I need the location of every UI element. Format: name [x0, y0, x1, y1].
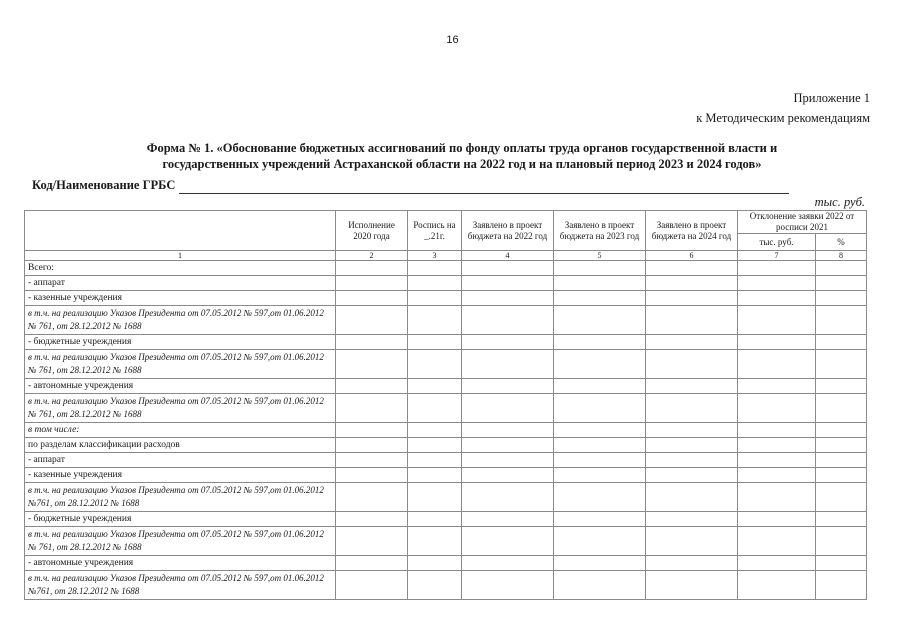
value-cell[interactable] [646, 350, 738, 379]
row-label: в т.ч. на реализацию Указов Президента от 07.05.2012 № 597,от 01.06.2012 № 761, от 28.12.2012 № 1688 [25, 394, 336, 423]
value-cell[interactable] [816, 291, 867, 306]
value-cell[interactable] [462, 483, 554, 512]
header-claim-2023: Заявлено в проект бюджета на 2023 год [554, 211, 646, 251]
grbs-field [32, 178, 789, 194]
value-cell[interactable] [816, 379, 867, 394]
form-title [52, 140, 872, 172]
value-cell[interactable] [462, 423, 554, 438]
value-cell[interactable] [462, 453, 554, 468]
value-cell[interactable] [408, 483, 462, 512]
table-row [25, 394, 867, 423]
column-number: 7 [738, 251, 816, 261]
value-cell[interactable] [336, 276, 408, 291]
value-cell[interactable] [408, 306, 462, 335]
value-cell[interactable] [738, 291, 816, 306]
value-cell[interactable] [646, 276, 738, 291]
value-cell[interactable] [738, 527, 816, 556]
value-cell[interactable] [554, 556, 646, 571]
header-name-column [25, 211, 336, 251]
table-row [25, 571, 867, 600]
value-cell[interactable] [462, 394, 554, 423]
value-cell[interactable] [738, 438, 816, 453]
value-cell[interactable] [336, 468, 408, 483]
table-row [25, 556, 867, 571]
value-cell[interactable] [336, 350, 408, 379]
table-body [25, 261, 867, 600]
value-cell[interactable] [738, 261, 816, 276]
value-cell[interactable] [554, 261, 646, 276]
column-number: 1 [25, 251, 336, 261]
row-label: - аппарат [25, 276, 336, 291]
value-cell[interactable] [554, 468, 646, 483]
value-cell[interactable] [646, 483, 738, 512]
table-row [25, 335, 867, 350]
value-cell[interactable] [336, 423, 408, 438]
row-label: в том числе: [25, 423, 336, 438]
value-cell[interactable] [462, 291, 554, 306]
table-row [25, 423, 867, 438]
header-schedule: Роспись на _.21г. [408, 211, 462, 251]
form-title-line-2: государственных учреждений Астраханской области на 2022 год и на плановый период 2023 и 2024 годов» [162, 157, 762, 171]
column-number: 3 [408, 251, 462, 261]
value-cell[interactable] [646, 468, 738, 483]
value-cell[interactable] [816, 423, 867, 438]
column-number: 2 [336, 251, 408, 261]
value-cell[interactable] [408, 379, 462, 394]
value-cell[interactable] [336, 335, 408, 350]
value-cell[interactable] [462, 261, 554, 276]
table-row [25, 350, 867, 379]
table-row [25, 483, 867, 512]
value-cell[interactable] [738, 483, 816, 512]
row-label: в т.ч. на реализацию Указов Президента от 07.05.2012 № 597,от 01.06.2012 № 761, от 28.12.2012 № 1688 [25, 527, 336, 556]
row-label: - автономные учреждения [25, 379, 336, 394]
row-label: - аппарат [25, 453, 336, 468]
form-title-line-1: Форма № 1. «Обоснование бюджетных ассигнований по фонду оплаты труда органов государственной власти и [146, 141, 778, 155]
value-cell[interactable] [336, 291, 408, 306]
table-row [25, 276, 867, 291]
header-deviation-rub: тыс. руб. [738, 234, 816, 251]
value-cell[interactable] [738, 423, 816, 438]
value-cell[interactable] [462, 468, 554, 483]
value-cell[interactable] [408, 453, 462, 468]
column-number: 6 [646, 251, 738, 261]
row-label: - бюджетные учреждения [25, 512, 336, 527]
value-cell[interactable] [554, 350, 646, 379]
value-cell[interactable] [816, 306, 867, 335]
value-cell[interactable] [336, 556, 408, 571]
value-cell[interactable] [336, 306, 408, 335]
value-cell[interactable] [738, 335, 816, 350]
value-cell[interactable] [554, 571, 646, 600]
value-cell[interactable] [336, 394, 408, 423]
value-cell[interactable] [554, 438, 646, 453]
value-cell[interactable] [816, 394, 867, 423]
value-cell[interactable] [816, 350, 867, 379]
column-number-row [25, 251, 867, 261]
value-cell[interactable] [554, 453, 646, 468]
value-cell[interactable] [408, 527, 462, 556]
row-label: - казенные учреждения [25, 291, 336, 306]
value-cell[interactable] [462, 571, 554, 600]
value-cell[interactable] [738, 276, 816, 291]
value-cell[interactable] [646, 556, 738, 571]
value-cell[interactable] [462, 276, 554, 291]
row-label: - бюджетные учреждения [25, 335, 336, 350]
value-cell[interactable] [646, 291, 738, 306]
table-row [25, 527, 867, 556]
header-deviation-pct: % [816, 234, 867, 251]
column-number: 5 [554, 251, 646, 261]
value-cell[interactable] [462, 335, 554, 350]
value-cell[interactable] [816, 261, 867, 276]
value-cell[interactable] [554, 379, 646, 394]
table-row [25, 306, 867, 335]
table-row [25, 438, 867, 453]
value-cell[interactable] [738, 512, 816, 527]
page-number: 16 [446, 34, 459, 46]
row-label: по разделам классификации расходов [25, 438, 336, 453]
value-cell[interactable] [408, 394, 462, 423]
value-cell[interactable] [738, 453, 816, 468]
value-cell[interactable] [646, 527, 738, 556]
value-cell[interactable] [408, 276, 462, 291]
value-cell[interactable] [738, 556, 816, 571]
value-cell[interactable] [738, 468, 816, 483]
value-cell[interactable] [816, 335, 867, 350]
value-cell[interactable] [816, 527, 867, 556]
value-cell[interactable] [554, 276, 646, 291]
value-cell[interactable] [554, 394, 646, 423]
value-cell[interactable] [816, 483, 867, 512]
value-cell[interactable] [408, 438, 462, 453]
row-label: - автономные учреждения [25, 556, 336, 571]
value-cell[interactable] [646, 571, 738, 600]
value-cell[interactable] [462, 512, 554, 527]
value-cell[interactable] [646, 453, 738, 468]
value-cell[interactable] [462, 527, 554, 556]
value-cell[interactable] [646, 335, 738, 350]
value-cell[interactable] [462, 350, 554, 379]
value-cell[interactable] [554, 335, 646, 350]
value-cell[interactable] [462, 306, 554, 335]
value-cell[interactable] [336, 483, 408, 512]
value-cell[interactable] [336, 438, 408, 453]
value-cell[interactable] [408, 512, 462, 527]
header-execution-2020: Исполнение 2020 года [336, 211, 408, 251]
header-claim-2022: Заявлено в проект бюджета на 2022 год [462, 211, 554, 251]
value-cell[interactable] [554, 423, 646, 438]
budget-table [24, 210, 867, 600]
value-cell[interactable] [336, 571, 408, 600]
value-cell[interactable] [816, 468, 867, 483]
table-row [25, 291, 867, 306]
value-cell[interactable] [554, 306, 646, 335]
value-cell[interactable] [554, 527, 646, 556]
column-number: 8 [816, 251, 867, 261]
value-cell[interactable] [408, 335, 462, 350]
value-cell[interactable] [336, 379, 408, 394]
value-cell[interactable] [336, 512, 408, 527]
value-cell[interactable] [816, 453, 867, 468]
value-cell[interactable] [816, 438, 867, 453]
appendix-line-2: к Методическим рекомендациям [696, 111, 870, 125]
value-cell[interactable] [816, 512, 867, 527]
header-deviation: Отклонение заявки 2022 от росписи 2021 [738, 211, 867, 234]
appendix-line-1: Приложение 1 [793, 91, 870, 105]
value-cell[interactable] [554, 512, 646, 527]
column-number: 4 [462, 251, 554, 261]
row-label: - казенные учреждения [25, 468, 336, 483]
value-cell[interactable] [738, 571, 816, 600]
unit-label: тыс. руб. [814, 195, 865, 209]
value-cell[interactable] [462, 438, 554, 453]
value-cell[interactable] [646, 261, 738, 276]
table-row [25, 512, 867, 527]
value-cell[interactable] [408, 571, 462, 600]
value-cell[interactable] [408, 261, 462, 276]
value-cell[interactable] [646, 438, 738, 453]
value-cell[interactable] [408, 556, 462, 571]
table-row [25, 379, 867, 394]
appendix-note [696, 88, 870, 128]
value-cell[interactable] [554, 291, 646, 306]
row-label: в т.ч. на реализацию Указов Президента от 07.05.2012 № 597,от 01.06.2012 № 761, от 28.12.2012 № 1688 [25, 306, 336, 335]
value-cell[interactable] [554, 483, 646, 512]
value-cell[interactable] [816, 571, 867, 600]
header-claim-2024: Заявлено в проект бюджета на 2024 год [646, 211, 738, 251]
value-cell[interactable] [738, 379, 816, 394]
value-cell[interactable] [646, 512, 738, 527]
value-cell[interactable] [646, 394, 738, 423]
row-label: Всего: [25, 261, 336, 276]
table-row [25, 468, 867, 483]
value-cell[interactable] [408, 350, 462, 379]
value-cell[interactable] [408, 291, 462, 306]
value-cell[interactable] [408, 423, 462, 438]
value-cell[interactable] [646, 306, 738, 335]
value-cell[interactable] [816, 276, 867, 291]
table-header [25, 211, 867, 261]
row-label: в т.ч. на реализацию Указов Президента от 07.05.2012 № 597,от 01.06.2012 №761, от 28.12.2012 № 1688 [25, 483, 336, 512]
grbs-label: Код/Наименование ГРБС [32, 178, 176, 192]
value-cell[interactable] [336, 261, 408, 276]
row-label: в т.ч. на реализацию Указов Президента от 07.05.2012 № 597,от 01.06.2012 № 761, от 28.12.2012 № 1688 [25, 350, 336, 379]
value-cell[interactable] [738, 306, 816, 335]
value-cell[interactable] [336, 453, 408, 468]
grbs-fill-line[interactable] [179, 178, 789, 194]
value-cell[interactable] [646, 379, 738, 394]
value-cell[interactable] [462, 379, 554, 394]
value-cell[interactable] [336, 527, 408, 556]
value-cell[interactable] [408, 468, 462, 483]
value-cell[interactable] [738, 350, 816, 379]
table-row [25, 261, 867, 276]
value-cell[interactable] [738, 394, 816, 423]
row-label: в т.ч. на реализацию Указов Президента от 07.05.2012 № 597,от 01.06.2012 №761, от 28.12.2012 № 1688 [25, 571, 336, 600]
value-cell[interactable] [646, 423, 738, 438]
value-cell[interactable] [816, 556, 867, 571]
table-row [25, 453, 867, 468]
value-cell[interactable] [462, 556, 554, 571]
